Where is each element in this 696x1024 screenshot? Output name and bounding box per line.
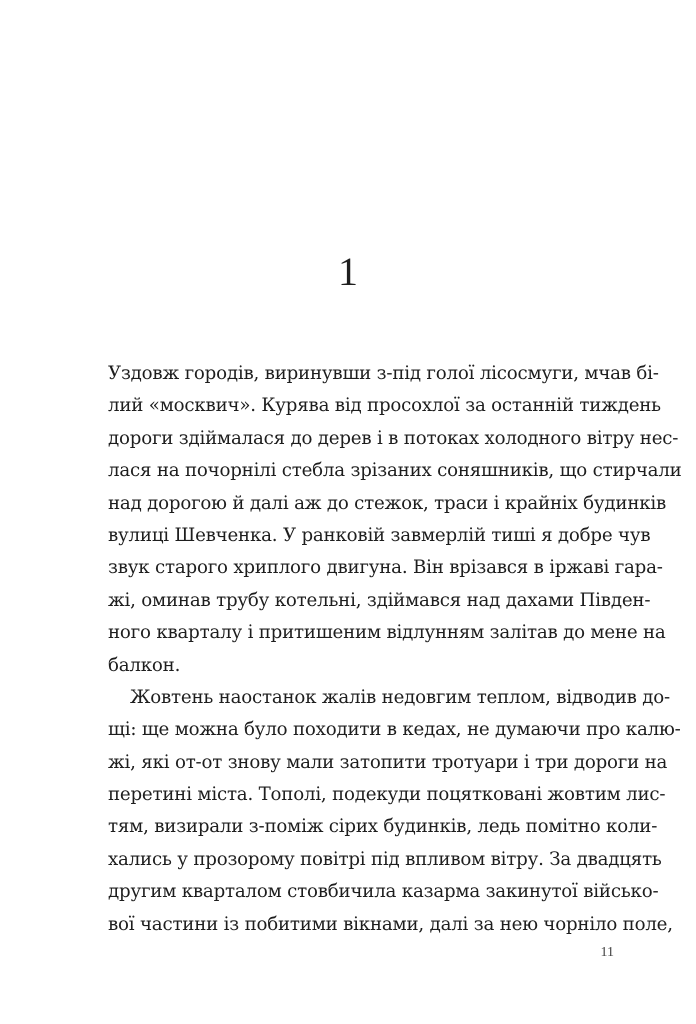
text-line: Жовтень наостанок жалів недовгим теплом, відводив до- <box>130 686 670 708</box>
text-line: звук старого хриплого двигуна. Він врізався в іржаві гара- <box>108 557 663 579</box>
text-line: щі: ще можна було походити в кедах, не думаючи про калю- <box>108 719 681 741</box>
text-line: лий «москвич». Курява від просохлої за останній тиждень <box>108 395 661 417</box>
text-line: Уздовж городів, виринувши з-під голої лісосмуги, мчав бі- <box>108 363 659 384</box>
text-line: ного кварталу і притишеним відлунням залітав до мене на <box>108 622 666 644</box>
text-line: над дорогою й далі аж до стежок, траси і крайніх будинків <box>108 492 667 514</box>
text-line: жі, оминав трубу котельні, здіймався над дахами Півден- <box>108 589 651 611</box>
text-line: лася на почорнілі стебла зрізаних соняшників, що стирчали <box>108 460 682 482</box>
paragraph-1 <box>108 358 682 682</box>
body-text <box>108 358 682 941</box>
text-line: жі, які от-от знову мали затопити тротуари і три дороги на <box>108 751 668 773</box>
text-line: другим кварталом стовбичила казарма закинутої військо- <box>108 881 659 903</box>
chapter-number: 1 <box>338 249 358 294</box>
page-number: 11 <box>600 945 614 960</box>
text-line: вулиці Шевченка. У ранковій завмерлій тиші я добре чув <box>108 524 651 546</box>
text-line: дороги здіймалася до дерев і в потоках холодного вітру нес- <box>108 427 679 449</box>
paragraph-2 <box>108 682 681 941</box>
text-line: балкон. <box>108 654 181 676</box>
text-line: хались у прозорому повітрі під впливом вітру. За двадцять <box>108 848 662 870</box>
text-line: вої частини із побитими вікнами, далі за нею чорніло поле, <box>108 913 673 935</box>
text-line: перетині міста. Тополі, подекуди поцятковані жовтим лис- <box>108 784 666 806</box>
text-line: тям, визирали з-поміж сірих будинків, ледь помітно коли- <box>108 816 658 838</box>
